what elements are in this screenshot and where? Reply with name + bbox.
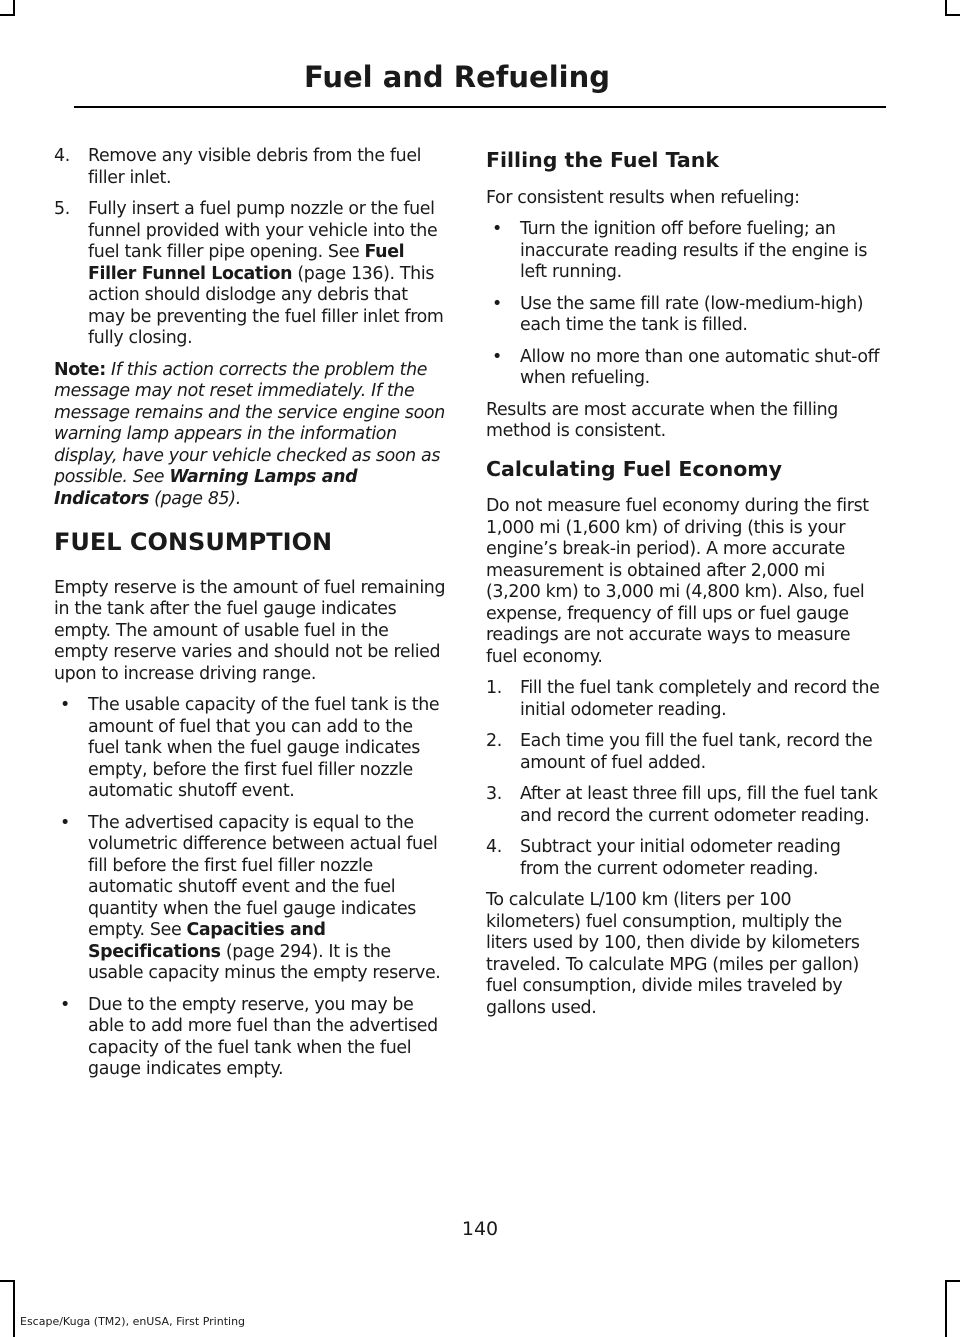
subsection-heading: Filling the Fuel Tank [486, 148, 719, 172]
list-item: 4. Remove any visible debris from the fuel filler inlet. [54, 146, 422, 188]
paragraph: For consistent results when refueling: [486, 187, 800, 208]
list-item: 4. Subtract your initial odometer reading from the current odometer reading. [486, 837, 841, 879]
bullet-item: • Use the same fill rate (low-medium-high) each time the tank is filled. [486, 294, 880, 337]
bullet-icon: • [492, 219, 502, 239]
bullet-icon: • [60, 695, 70, 715]
bullet-icon: • [492, 293, 502, 314]
list-item: 5. Fully insert a fuel pump nozzle or the fuel funnel provided with your vehicle into the fuel tank filler pipe opening. See Fuel Filler Funnel Location (page 136). This action should dislodge any debris that may be preventing the fuel filler inlet from fully closing. [54, 199, 444, 348]
crop-mark [945, 14, 960, 16]
left-column [54, 146, 446, 1091]
bullet-item: • Allow no more than one automatic shut-off when refueling. [486, 347, 880, 390]
crop-mark [0, 14, 15, 16]
paragraph: Do not measure fuel economy during the first 1,000 mi (1,600 km) of driving (this is your engine’s break-in period). A more accurate measurement is obtained after 2,000 mi (3,200 km) to 3,000 mi (4,800 km). Also, fuel expense, frequency of fill ups or fuel gauge readings are not accurate ways to measure fuel economy. [486, 496, 869, 667]
paragraph: To calculate L/100 km (liters per 100 kilometers) fuel consumption, multiply the liters used by 100, then divide by kilometers traveled. To calculate MPG (miles per gallon) fuel consumption, divide miles traveled by gallons used. [486, 890, 860, 1018]
bullet-item: • The advertised capacity is equal to the volumetric difference between actual fuel fill before the first fuel filler nozzle automatic shutoff event and the fuel quantity when the fuel gauge indicates empty. See Capacities and Specifications (page 294). It is the usable capacity minus the empty reserve. [54, 813, 446, 985]
crop-mark [945, 1280, 947, 1337]
list-item: 2. Each time you fill the fuel tank, record the amount of fuel added. [486, 731, 873, 773]
paragraph: Empty reserve is the amount of fuel remaining in the tank after the fuel gauge indicates empty. The amount of usable fuel in the empty reserve varies and should not be relied upon to increase driving range. [54, 577, 446, 684]
list-item: 3. After at least three fill ups, fill the fuel tank and record the current odometer reading. [486, 784, 878, 826]
header-rule [74, 106, 886, 108]
bullet-item: • Due to the empty reserve, you may be able to add more fuel than the advertised capacity of the fuel tank when the fuel gauge indicates empty. [54, 995, 446, 1081]
list-item: 1. Fill the fuel tank completely and record the initial odometer reading. [486, 678, 880, 720]
footer-text: Escape/Kuga (TM2), enUSA, First Printing [20, 1315, 246, 1328]
note-paragraph: Note: If this action corrects the problem the message may not reset immediately. If the message remains and the service engine soon warning lamp appears in the information display, have your vehicle checked as soon as possible. See Warning Lamps and Indicators (page 85). [54, 359, 445, 509]
crop-mark [13, 1280, 15, 1337]
section-heading: FUEL CONSUMPTION [54, 528, 333, 556]
page-header-title: Fuel and Refueling [303, 60, 610, 94]
crop-mark [945, 1280, 960, 1282]
cross-reference-link[interactable]: Capacities and Specifications [88, 920, 326, 962]
bullet-icon: • [60, 994, 70, 1015]
bullet-icon: • [492, 346, 502, 367]
bullet-icon: • [60, 812, 70, 833]
subsection-heading: Calculating Fuel Economy [486, 456, 783, 481]
page-number: 140 [461, 1218, 499, 1240]
bullet-item: • Turn the ignition off before fueling; an inaccurate reading results if the engine is left running. [486, 219, 880, 284]
crop-mark [0, 1280, 15, 1282]
paragraph: Results are most accurate when the filling method is consistent. [486, 399, 838, 441]
cross-reference-link[interactable]: Fuel Filler Funnel Location [88, 242, 405, 284]
cross-reference-link[interactable]: Warning Lamps and Indicators [54, 467, 358, 509]
bullet-item: • The usable capacity of the fuel tank is the amount of fuel that you can add to the fuel tank when the fuel gauge indicates empty, before the first fuel filler nozzle automatic shutoff event. [54, 695, 446, 803]
right-column [486, 146, 880, 1029]
